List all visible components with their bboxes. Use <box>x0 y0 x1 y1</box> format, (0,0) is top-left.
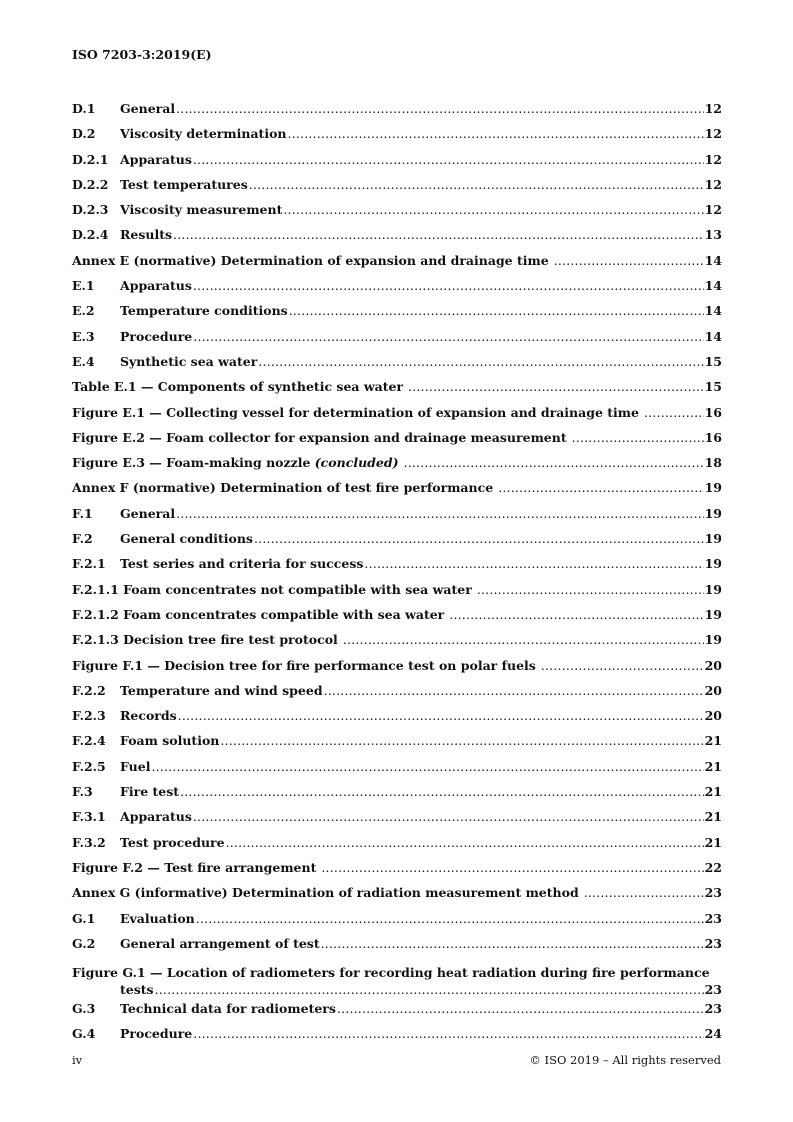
toc-leader-dots <box>151 759 703 774</box>
toc-leader-dots <box>364 556 703 571</box>
toc-entry-page: 15 <box>704 379 722 395</box>
toc-entry-number: G.4 <box>72 1026 96 1042</box>
toc-leader-dots <box>155 981 704 999</box>
toc-entry-number: E.3 <box>72 328 95 344</box>
toc-entry-page: 14 <box>704 303 722 319</box>
toc-entry-number: F.3.1 <box>72 809 106 825</box>
toc-entry-page: 14 <box>704 328 722 344</box>
toc-entry-number: D.2 <box>72 126 96 142</box>
toc-entry[interactable] <box>72 202 722 227</box>
toc-entry-title: Fire test <box>120 784 180 800</box>
toc-entry[interactable] <box>72 354 722 379</box>
toc-entry[interactable] <box>72 1001 722 1026</box>
toc-entry-page: 23 <box>704 935 722 951</box>
toc-entry-number: D.2.4 <box>72 227 109 243</box>
toc-leader-dots <box>498 480 703 495</box>
toc-entry-page: 20 <box>704 682 722 698</box>
toc-leader-dots <box>180 784 704 799</box>
toc-entry-title: Apparatus <box>120 278 192 294</box>
toc-entry-title-continuation: tests <box>120 982 154 998</box>
toc-entry[interactable] <box>72 911 722 936</box>
toc-leader-dots <box>321 860 703 875</box>
table-of-contents <box>72 101 722 1052</box>
toc-entry-number: E.1 <box>72 278 95 294</box>
toc-entry-page: 24 <box>704 1026 722 1042</box>
toc-entry-number: G.1 <box>72 910 96 926</box>
toc-entry-number: D.2.2 <box>72 176 109 192</box>
toc-entry-title: General arrangement of test <box>120 935 320 951</box>
toc-entry[interactable] <box>72 126 722 151</box>
toc-leader-dots <box>477 582 704 597</box>
toc-entry-page: 20 <box>704 657 722 673</box>
toc-entry-title: Test series and criteria for success <box>120 556 364 572</box>
toc-leader-dots <box>644 405 704 420</box>
toc-leader-dots <box>176 506 703 521</box>
toc-entry-title: Figure F.1 — Decision tree for fire performance test on polar fuels <box>72 657 536 673</box>
toc-entry[interactable] <box>72 1026 722 1051</box>
toc-entry-page: 20 <box>704 708 722 724</box>
footer-page-number: iv <box>72 1053 83 1067</box>
toc-entry[interactable] <box>72 556 722 581</box>
toc-entry[interactable] <box>72 632 722 657</box>
toc-leader-dots <box>249 177 704 192</box>
toc-leader-dots <box>226 835 704 850</box>
toc-entry[interactable] <box>72 480 722 505</box>
toc-leader-dots <box>449 607 703 622</box>
toc-entry-page: 19 <box>704 505 722 521</box>
toc-entry-page: 13 <box>704 227 722 243</box>
toc-entry-page: 21 <box>704 834 722 850</box>
toc-entry-number: D.1 <box>72 101 96 116</box>
toc-entry[interactable] <box>72 278 722 303</box>
toc-leader-dots <box>408 379 704 394</box>
toc-entry[interactable] <box>72 177 722 202</box>
toc-entry[interactable] <box>72 759 722 784</box>
toc-entry-page: 19 <box>704 556 722 572</box>
toc-entry[interactable] <box>72 683 722 708</box>
toc-leader-dots <box>288 126 704 141</box>
toc-entry-page: 14 <box>704 278 722 294</box>
toc-entry-page: 19 <box>704 480 722 496</box>
toc-leader-dots <box>173 227 704 242</box>
toc-leader-dots <box>343 632 704 647</box>
toc-entry-number: E.2 <box>72 303 95 319</box>
toc-entry-title: Temperature and wind speed <box>120 682 323 698</box>
toc-leader-dots <box>572 430 704 445</box>
toc-leader-dots <box>584 885 704 900</box>
toc-entry-number: F.3.2 <box>72 834 106 850</box>
toc-entry[interactable] <box>72 227 722 252</box>
toc-entry[interactable] <box>72 733 722 758</box>
toc-entry-page: 16 <box>704 404 722 420</box>
toc-entry-title: Figure G.1 — Location of radiometers for recording heat radiation during fire performance <box>72 965 710 981</box>
toc-entry[interactable] <box>72 936 722 961</box>
toc-leader-dots <box>337 1001 704 1016</box>
toc-entry[interactable] <box>72 253 722 278</box>
toc-entry[interactable] <box>72 784 722 809</box>
toc-entry-number: G.2 <box>72 935 96 951</box>
toc-leader-dots <box>193 329 703 344</box>
toc-entry[interactable] <box>72 101 722 126</box>
toc-entry[interactable] <box>72 809 722 834</box>
toc-leader-dots <box>196 911 704 926</box>
toc-entry-title: Figure F.2 — Test fire arrangement <box>72 859 317 875</box>
toc-entry-title: Results <box>120 227 173 243</box>
toc-entry-title: Procedure <box>120 328 193 344</box>
toc-entry-title: Test temperatures <box>120 176 248 192</box>
toc-leader-dots <box>541 658 704 673</box>
toc-leader-dots <box>324 683 704 698</box>
toc-entry-title: Figure E.1 — Collecting vessel for determination of expansion and drainage time <box>72 404 639 420</box>
toc-entry-title-italic: (concluded) <box>314 455 399 471</box>
toc-entry-page: 15 <box>704 353 722 369</box>
toc-entry[interactable] <box>72 607 722 632</box>
toc-entry-page: 14 <box>704 252 722 268</box>
toc-entry-title: General conditions <box>120 531 253 547</box>
toc-entry-number: F.2.2 <box>72 682 106 698</box>
toc-entry-title: Procedure <box>120 1026 193 1042</box>
toc-entry-title: Viscosity measurement <box>120 202 283 218</box>
toc-entry-title: Figure E.2 — Foam collector for expansion and drainage measurement <box>72 429 567 445</box>
toc-entry-page: 21 <box>704 809 722 825</box>
toc-entry-page: 19 <box>704 581 722 597</box>
toc-entry-number: F.2.4 <box>72 733 106 749</box>
toc-entry[interactable] <box>72 885 722 910</box>
toc-entry-title: Temperature conditions <box>120 303 288 319</box>
toc-entry-number: F.2 <box>72 531 93 547</box>
toc-leader-dots <box>193 1026 703 1041</box>
toc-entry[interactable] <box>72 860 722 885</box>
toc-entry-title: Synthetic sea water <box>120 353 258 369</box>
toc-entry[interactable] <box>72 379 722 404</box>
toc-entry-page: 19 <box>704 531 722 547</box>
footer-copyright: © ISO 2019 – All rights reserved <box>529 1053 721 1067</box>
toc-entry-page: 19 <box>704 606 722 622</box>
toc-entry-number: F.2.5 <box>72 758 106 774</box>
toc-entry-title: Technical data for radiometers <box>120 1001 336 1017</box>
toc-entry-page: 16 <box>704 429 722 445</box>
toc-entry-title: F.2.1.3 Decision tree fire test protocol <box>72 632 338 648</box>
toc-leader-dots <box>321 936 704 951</box>
toc-entry-page: 12 <box>704 151 722 167</box>
toc-leader-dots <box>283 202 703 217</box>
toc-entry-page: 23 <box>704 910 722 926</box>
toc-leader-dots <box>254 531 704 546</box>
toc-entry-title: Annex F (normative) Determination of test fire performance <box>72 480 494 496</box>
toc-entry-page: 23 <box>704 1001 722 1017</box>
toc-entry-page: 12 <box>704 101 722 116</box>
toc-leader-dots <box>554 253 704 268</box>
toc-leader-dots <box>404 455 704 470</box>
toc-entry-title: Annex G (informative) Determination of radiation measurement method <box>72 885 579 901</box>
toc-entry-title: General <box>120 505 176 521</box>
toc-entry[interactable] <box>72 430 722 455</box>
toc-entry-number: D.2.1 <box>72 151 109 167</box>
toc-entry-page: 21 <box>704 758 722 774</box>
toc-leader-dots <box>178 708 704 723</box>
toc-entry-title: Apparatus <box>120 809 192 825</box>
toc-entry-number: F.1 <box>72 505 93 521</box>
toc-entry-page: 23 <box>704 982 722 998</box>
toc-entry-number: F.3 <box>72 784 93 800</box>
toc-entry-number: F.2.1 <box>72 556 106 572</box>
toc-entry-title: Test procedure <box>120 834 225 850</box>
toc-entry[interactable] <box>72 506 722 531</box>
toc-leader-dots <box>289 303 704 318</box>
toc-entry-page: 23 <box>704 885 722 901</box>
page-header-doc-id: ISO 7203-3:2019(E) <box>72 47 212 62</box>
toc-entry[interactable] <box>72 455 722 480</box>
toc-entry-title: Viscosity determination <box>120 126 287 142</box>
toc-entry-title: Records <box>120 708 177 724</box>
toc-entry-page: 12 <box>704 126 722 142</box>
toc-entry-title: Table E.1 — Components of synthetic sea water <box>72 379 404 395</box>
toc-entry-page: 18 <box>704 455 722 471</box>
toc-leader-dots <box>193 152 704 167</box>
toc-entry[interactable] <box>72 329 722 354</box>
toc-entry-page: 12 <box>704 202 722 218</box>
toc-entry[interactable] <box>72 658 722 683</box>
toc-entry[interactable] <box>72 405 722 430</box>
toc-entry-title: Foam solution <box>120 733 220 749</box>
toc-entry-title: F.2.1.2 Foam concentrates compatible with sea water <box>72 606 445 622</box>
toc-entry-title: Apparatus <box>120 151 192 167</box>
toc-entry-number: D.2.3 <box>72 202 109 218</box>
toc-entry[interactable] <box>72 531 722 556</box>
toc-entry-number: F.2.3 <box>72 708 106 724</box>
toc-entry[interactable] <box>72 582 722 607</box>
toc-leader-dots <box>176 101 703 116</box>
toc-entry[interactable] <box>72 708 722 733</box>
toc-entry-title: Figure E.3 — Foam-making nozzle (concluded) <box>72 455 399 471</box>
toc-entry-page: 22 <box>704 859 722 875</box>
toc-entry[interactable] <box>72 835 722 860</box>
toc-entry[interactable] <box>72 303 722 328</box>
toc-leader-dots <box>258 354 703 369</box>
toc-entry[interactable] <box>72 152 722 177</box>
toc-entry-page: 12 <box>704 176 722 192</box>
toc-entry-title: General <box>120 101 176 116</box>
toc-entry-title: Evaluation <box>120 910 195 926</box>
toc-leader-dots <box>220 733 703 748</box>
toc-entry-number: G.3 <box>72 1001 96 1017</box>
toc-entry-title: Fuel <box>120 758 151 774</box>
toc-entry-number: E.4 <box>72 353 95 369</box>
toc-entry-title: F.2.1.1 Foam concentrates not compatible with sea water <box>72 581 472 597</box>
toc-entry[interactable] <box>72 961 722 1001</box>
toc-entry-title: Annex E (normative) Determination of expansion and drainage time <box>72 252 549 268</box>
toc-leader-dots <box>193 278 704 293</box>
toc-leader-dots <box>193 809 704 824</box>
toc-entry-page: 19 <box>704 632 722 648</box>
toc-entry-page: 21 <box>704 733 722 749</box>
toc-entry-page: 21 <box>704 784 722 800</box>
